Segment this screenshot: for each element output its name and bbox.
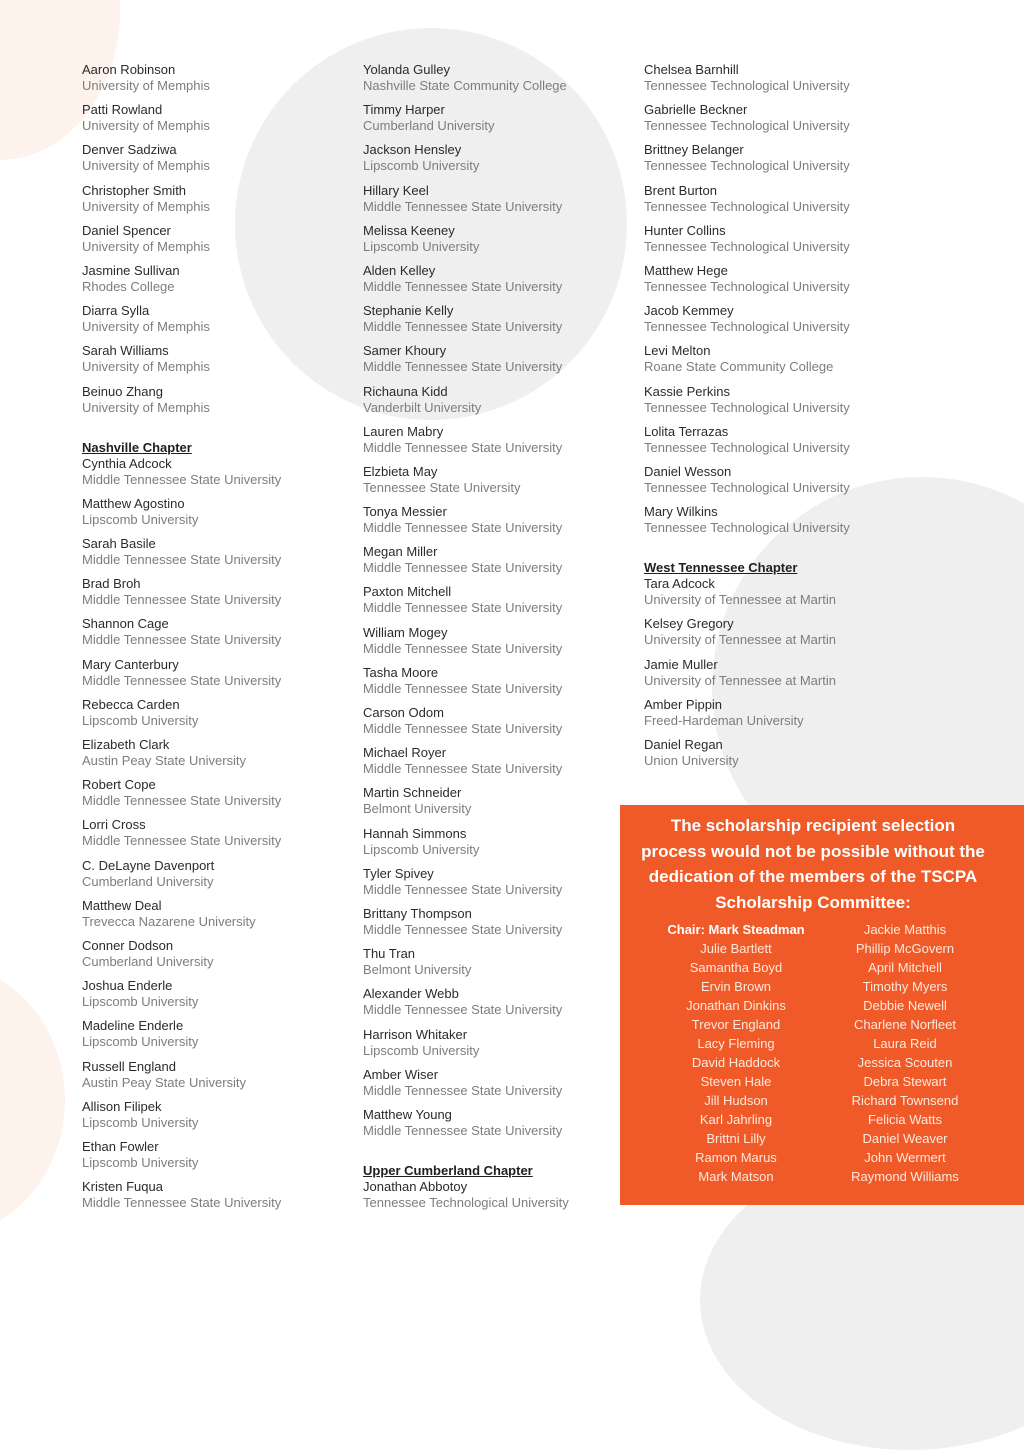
recipient-name: Jamie Muller [644, 656, 718, 672]
recipient-entry [82, 978, 352, 1018]
recipient-school: Austin Peay State University [82, 1074, 247, 1090]
recipient-entry [644, 183, 914, 223]
recipient-school: Austin Peay State University [82, 753, 247, 768]
recipient-school: Middle Tennessee State University [82, 592, 282, 608]
recipient-school: Middle Tennessee State University [363, 1002, 563, 1018]
recipient-entry [363, 424, 633, 464]
recipient-school: Lipscomb University [82, 712, 199, 728]
recipient-column-2 [363, 62, 633, 1219]
recipient-entry [82, 263, 352, 303]
recipient-school: Middle Tennessee State University [82, 552, 282, 568]
recipient-name: Sarah Williams [82, 343, 169, 359]
recipient-entry [82, 384, 352, 424]
recipient-entry [82, 223, 352, 263]
recipient-entry [82, 1059, 352, 1099]
recipient-entry [644, 62, 914, 102]
committee-member: Brittni Lilly [706, 1131, 766, 1146]
recipient-school: Tennessee Technological University [644, 520, 850, 536]
recipient-name: Stephanie Kelly [363, 303, 454, 319]
recipient-school: Tennessee State University [363, 479, 521, 495]
recipient-school: Middle Tennessee State University [82, 1195, 282, 1211]
recipient-name: Richauna Kidd [363, 383, 448, 399]
recipient-school: Middle Tennessee State University [363, 278, 563, 294]
recipient-school: Middle Tennessee State University [363, 319, 563, 335]
recipient-entry [644, 303, 914, 343]
recipient-school: Roane State Community College [644, 359, 834, 375]
recipient-school: University of Memphis [82, 198, 210, 214]
recipient-name: Shannon Cage [82, 616, 169, 632]
recipient-entry [363, 504, 633, 544]
recipient-name: Daniel Spencer [82, 222, 171, 238]
recipient-school: Vanderbilt University [363, 399, 482, 415]
committee-member: Ramon Marus [695, 1150, 777, 1165]
recipient-name: Patti Rowland [82, 102, 163, 118]
recipient-entry [644, 737, 914, 777]
recipient-entry [363, 1179, 633, 1219]
recipient-name: Michael Royer [363, 745, 447, 761]
recipient-school: University of Memphis [82, 118, 210, 134]
chapter-heading: Nashville Chapter [82, 439, 192, 455]
recipient-name: C. DeLayne Davenport [82, 857, 215, 873]
committee-member: Richard Townsend [851, 1093, 959, 1108]
committee-member: Debbie Newell [863, 998, 947, 1013]
recipient-name: Beinuo Zhang [82, 383, 163, 399]
recipient-name: Alden Kelley [363, 262, 436, 278]
recipient-name: Brittney Belanger [644, 142, 744, 158]
recipient-name: William Mogey [363, 624, 448, 640]
recipient-school: Tennessee Technological University [644, 118, 850, 134]
recipient-school: Middle Tennessee State University [363, 359, 563, 375]
recipient-entry [82, 777, 352, 817]
committee-member: Samantha Boyd [689, 960, 783, 975]
recipient-name: Rebecca Carden [82, 696, 180, 712]
recipient-entry [82, 183, 352, 223]
recipient-entry [363, 826, 633, 866]
committee-member: Steven Hale [700, 1074, 772, 1089]
recipient-entry [82, 938, 352, 978]
committee-member: Felicia Watts [868, 1112, 942, 1127]
recipient-school: Middle Tennessee State University [82, 471, 282, 487]
recipient-school: University of Tennessee at Martin [644, 672, 836, 688]
recipient-entry [363, 263, 633, 303]
committee-box [620, 805, 1024, 1205]
recipient-name: Gabrielle Beckner [644, 102, 748, 118]
recipient-name: Alexander Webb [363, 986, 459, 1002]
recipient-school: Lipscomb University [82, 1114, 199, 1130]
recipient-name: Cynthia Adcock [82, 455, 172, 471]
recipient-school: Freed-Hardeman University [644, 712, 804, 728]
recipient-school: Tennessee Technological University [644, 238, 850, 254]
recipient-name: Jacob Kemmey [644, 303, 734, 319]
recipient-name: Levi Melton [644, 343, 711, 359]
recipient-school: Tennessee Technological University [644, 198, 850, 214]
committee-member: Daniel Weaver [862, 1131, 948, 1146]
recipient-entry [363, 625, 633, 665]
committee-member: John Wermert [864, 1150, 946, 1165]
recipient-entry [644, 223, 914, 263]
recipient-name: Jasmine Sullivan [82, 262, 180, 278]
recipient-entry [363, 343, 633, 383]
recipient-entry [82, 62, 352, 102]
recipient-entry [82, 102, 352, 142]
recipient-entry [644, 102, 914, 142]
recipient-name: Joshua Enderle [82, 978, 173, 994]
recipient-name: Paxton Mitchell [363, 584, 452, 600]
recipient-name: Aaron Robinson [82, 62, 176, 77]
recipient-name: Amber Wiser [363, 1066, 439, 1082]
committee-heading-line: dedication of the members of the TSCPA [648, 867, 978, 886]
recipient-school: University of Tennessee at Martin [644, 632, 836, 648]
section-spacer [363, 1147, 633, 1163]
recipient-entry [82, 616, 352, 656]
committee-member: Laura Reid [873, 1036, 937, 1051]
recipient-school: Middle Tennessee State University [363, 761, 563, 777]
recipient-entry [363, 665, 633, 705]
recipient-entry [363, 464, 633, 504]
recipient-entry [644, 504, 914, 544]
recipient-school: Middle Tennessee State University [363, 721, 563, 736]
recipient-entry [363, 303, 633, 343]
recipient-school: Union University [644, 753, 739, 768]
recipient-school: Trevecca Nazarene University [82, 913, 256, 929]
recipient-entry [363, 584, 633, 624]
recipient-name: Yolanda Gulley [363, 62, 450, 77]
recipient-school: Middle Tennessee State University [363, 680, 563, 696]
recipient-school: Lipscomb University [82, 994, 199, 1010]
recipient-name: Christopher Smith [82, 182, 187, 198]
section-spacer [644, 544, 914, 560]
recipient-name: Lolita Terrazas [644, 423, 729, 439]
recipient-entry [644, 657, 914, 697]
recipient-name: Tara Adcock [644, 576, 715, 592]
recipient-school: University of Tennessee at Martin [644, 592, 836, 608]
recipient-name: Allison Filipek [82, 1098, 162, 1114]
recipient-name: Timmy Harper [363, 102, 445, 118]
committee-member: Trevor England [691, 1017, 781, 1032]
recipient-school: Belmont University [363, 962, 472, 978]
recipient-name: Conner Dodson [82, 937, 174, 953]
committee-heading-line: process would not be possible without the [641, 841, 985, 861]
recipient-school: Middle Tennessee State University [363, 1082, 563, 1098]
recipient-school: Belmont University [363, 801, 472, 817]
recipient-school: Tennessee Technological University [644, 399, 850, 415]
recipient-school: Lipscomb University [363, 1042, 480, 1058]
recipient-name: Carson Odom [363, 705, 444, 720]
recipient-name: Mary Canterbury [82, 656, 179, 672]
recipient-entry [82, 496, 352, 536]
recipient-name: Melissa Keeney [363, 222, 455, 238]
recipient-entry [363, 183, 633, 223]
recipient-entry [363, 946, 633, 986]
recipient-entry [644, 384, 914, 424]
recipient-name: Diarra Sylla [82, 303, 150, 319]
recipient-name: Megan Miller [363, 544, 438, 560]
recipient-name: Mary Wilkins [644, 504, 718, 520]
recipient-entry [82, 536, 352, 576]
recipient-entry [363, 223, 633, 263]
recipient-entry [644, 697, 914, 737]
recipient-name: Tasha Moore [363, 664, 439, 680]
recipient-entry [363, 384, 633, 424]
recipient-entry [363, 1027, 633, 1067]
recipient-school: University of Memphis [82, 359, 210, 375]
recipient-school: Tennessee Technological University [644, 439, 850, 455]
recipient-entry [363, 906, 633, 946]
recipient-name: Kassie Perkins [644, 383, 730, 399]
recipient-school: Lipscomb University [82, 1154, 199, 1170]
recipient-school: Tennessee Technological University [644, 479, 850, 495]
recipient-name: Matthew Deal [82, 897, 162, 913]
recipient-entry [363, 142, 633, 182]
recipient-school: Lipscomb University [82, 511, 199, 527]
recipient-name: Madeline Enderle [82, 1018, 184, 1034]
committee-member: April Mitchell [868, 960, 942, 975]
recipient-column-1 [82, 62, 352, 1219]
recipient-school: Tennessee Technological University [644, 78, 850, 93]
recipient-entry [363, 102, 633, 142]
recipient-name: Thu Tran [363, 946, 416, 962]
recipient-name: Jackson Hensley [363, 142, 462, 158]
recipient-entry [644, 343, 914, 383]
committee-member: Jonathan Dinkins [686, 998, 786, 1013]
committee-member: Jessica Scouten [857, 1055, 953, 1070]
recipient-school: Middle Tennessee State University [363, 600, 563, 616]
recipient-school: Tennessee Technological University [644, 158, 850, 174]
recipient-name: Chelsea Barnhill [644, 62, 739, 77]
recipient-school: Middle Tennessee State University [363, 640, 563, 656]
recipient-entry [363, 785, 633, 825]
recipient-school: Middle Tennessee State University [363, 520, 563, 536]
committee-member: Debra Stewart [863, 1074, 947, 1089]
committee-heading-line: The scholarship recipient selection [670, 816, 956, 835]
recipient-name: Jonathan Abbotoy [363, 1179, 468, 1195]
recipient-entry [82, 697, 352, 737]
chapter-heading: West Tennessee Chapter [644, 560, 798, 576]
recipient-entry [82, 898, 352, 938]
recipient-entry [644, 424, 914, 464]
recipient-entry [363, 986, 633, 1026]
recipient-name: Sarah Basile [82, 536, 156, 552]
recipient-name: Elzbieta May [363, 463, 438, 479]
committee-member: Phillip McGovern [855, 941, 955, 956]
recipient-name: Tonya Messier [363, 504, 447, 520]
committee-member: Raymond Williams [851, 1169, 959, 1184]
recipient-school: Middle Tennessee State University [82, 833, 282, 849]
committee-member: Julie Bartlett [700, 941, 772, 956]
recipient-school: University of Memphis [82, 78, 210, 93]
recipient-school: Cumberland University [82, 953, 214, 969]
recipient-school: Middle Tennessee State University [363, 560, 563, 576]
recipient-entry [644, 263, 914, 303]
recipient-entry [82, 657, 352, 697]
recipient-entry [363, 866, 633, 906]
recipient-entry [82, 858, 352, 898]
recipient-entry [82, 576, 352, 616]
recipient-school: Tennessee Technological University [363, 1195, 569, 1211]
recipient-entry [82, 343, 352, 383]
committee-chair: Chair: Mark Steadman [667, 922, 805, 937]
recipient-entry [363, 1067, 633, 1107]
recipient-name: Brad Broh [82, 576, 141, 592]
recipient-entry [363, 1107, 633, 1147]
recipient-name: Robert Cope [82, 777, 156, 793]
recipient-school: Middle Tennessee State University [363, 881, 563, 897]
recipient-entry [82, 1139, 352, 1179]
recipient-entry [82, 1018, 352, 1058]
recipient-entry [644, 616, 914, 656]
recipient-school: Nashville State Community College [363, 78, 567, 93]
recipient-name: Brittany Thompson [363, 905, 472, 921]
recipient-entry [363, 544, 633, 584]
recipient-entry [644, 576, 914, 616]
committee-member: Mark Matson [698, 1169, 774, 1184]
recipient-name: Amber Pippin [644, 696, 723, 712]
recipient-entry [82, 737, 352, 777]
recipient-school: Tennessee Technological University [644, 319, 850, 335]
recipient-name: Ethan Fowler [82, 1138, 159, 1154]
recipient-school: Cumberland University [82, 873, 214, 889]
committee-member: Timothy Myers [862, 979, 948, 994]
recipient-school: Cumberland University [363, 118, 495, 134]
recipient-name: Harrison Whitaker [363, 1026, 468, 1042]
committee-member: Charlene Norfleet [854, 1017, 956, 1032]
recipient-school: Middle Tennessee State University [82, 672, 282, 688]
recipient-school: University of Memphis [82, 158, 210, 174]
recipient-entry [82, 456, 352, 496]
committee-heading-line: Scholarship Committee: [715, 892, 911, 912]
recipient-name: Daniel Regan [644, 737, 723, 752]
recipient-name: Matthew Agostino [82, 495, 185, 511]
recipient-column-3 [644, 62, 914, 777]
recipient-name: Denver Sadziwa [82, 142, 177, 158]
recipient-name: Hillary Keel [363, 182, 429, 198]
recipient-entry [82, 1099, 352, 1139]
recipient-name: Lorri Cross [82, 817, 146, 833]
committee-member: Lacy Fleming [697, 1036, 775, 1051]
recipient-name: Kristen Fuqua [82, 1179, 163, 1195]
committee-member: Ervin Brown [700, 979, 772, 994]
recipient-name: Kelsey Gregory [644, 616, 734, 632]
recipient-name: Lauren Mabry [363, 423, 444, 439]
recipient-name: Daniel Wesson [644, 463, 732, 479]
committee-heading [638, 813, 988, 915]
recipient-entry [363, 745, 633, 785]
recipient-school: Middle Tennessee State University [363, 439, 563, 455]
recipient-school: University of Memphis [82, 238, 210, 254]
recipient-school: Rhodes College [82, 278, 175, 294]
recipient-school: University of Memphis [82, 319, 210, 335]
recipient-name: Brent Burton [644, 182, 717, 198]
decorative-circle-bottom-left [0, 960, 65, 1240]
recipient-school: Middle Tennessee State University [363, 198, 563, 214]
recipient-name: Samer Khoury [363, 343, 447, 359]
committee-member: Karl Jahrling [699, 1112, 773, 1127]
recipient-name: Martin Schneider [363, 785, 462, 801]
recipient-entry [82, 817, 352, 857]
recipient-school: Middle Tennessee State University [82, 632, 282, 648]
recipient-entry [82, 303, 352, 343]
recipient-name: Matthew Young [363, 1106, 452, 1122]
recipient-name: Hannah Simmons [363, 825, 467, 841]
committee-member: David Haddock [691, 1055, 781, 1070]
recipient-entry [363, 62, 633, 102]
recipient-entry [363, 705, 633, 745]
recipient-entry [82, 1179, 352, 1219]
recipient-school: Tennessee Technological University [644, 278, 850, 294]
recipient-entry [644, 142, 914, 182]
recipient-school: University of Memphis [82, 399, 210, 415]
recipient-school: Lipscomb University [363, 238, 480, 254]
recipient-school: Lipscomb University [363, 841, 480, 857]
recipient-school: Lipscomb University [363, 158, 480, 174]
committee-member: Jackie Matthis [863, 922, 947, 937]
recipient-entry [82, 142, 352, 182]
recipient-name: Russell England [82, 1058, 176, 1074]
recipient-name: Matthew Hege [644, 262, 728, 278]
recipient-school: Middle Tennessee State University [363, 1122, 563, 1138]
recipient-name: Tyler Spivey [363, 865, 434, 881]
section-spacer [82, 424, 352, 440]
recipient-school: Middle Tennessee State University [82, 793, 282, 809]
committee-list-right [805, 920, 1005, 1186]
committee-member: Jill Hudson [704, 1093, 768, 1108]
recipient-school: Middle Tennessee State University [363, 921, 563, 937]
recipient-name: Hunter Collins [644, 222, 726, 238]
recipient-name: Elizabeth Clark [82, 737, 170, 752]
chapter-heading: Upper Cumberland Chapter [363, 1163, 533, 1179]
recipient-entry [644, 464, 914, 504]
recipient-school: Lipscomb University [82, 1034, 199, 1050]
